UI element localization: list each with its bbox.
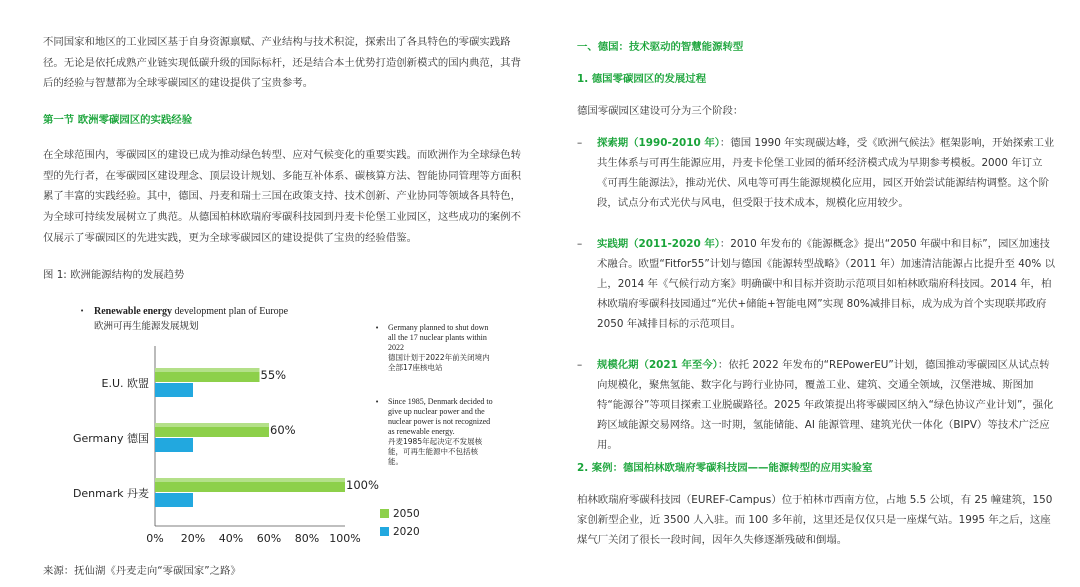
chart-title-bullet: • — [80, 307, 85, 315]
bar-highlight-0 — [155, 368, 260, 372]
case-paragraph: 柏林欧瑞府零碳科技园（EUREF-Campus）位于柏林市西南方位，占地 5.5 公顷，有 25 幢建筑，150 家创新型企业，近 3500 人入驻。而 100 多年前，这里还是仅仅只是一座煤气站。1995 年之后，这座煤气厂关闭了很长一段时间，因年久失修逐渐残破和倒塌。 — [577, 494, 1053, 546]
annotation-bullet-1: • — [375, 398, 380, 406]
stage-scale-label: 规模化期（2021 年至今） — [597, 359, 718, 371]
x-tick-1: 20% — [180, 532, 206, 545]
bars-group — [155, 368, 379, 507]
stage-scale-text: ：依托 2022 年发布的“REPowerEU”计划，德国推动零碳园区从试点转向规模化，聚焦氢能、数字化与跨行业协同，覆盖工业、建筑、交通全领域，汉堡港城、斯图加特“能源谷”等项目探索工业脱碳路径。2025 年政策提出将零碳园区纳入“绿色协议产业计划”，强化跨区域能源交易网络。这一时期，氢能储能、AI 能源管理、建筑光伏一体化（BIPV）等技术广泛应用。 — [597, 359, 1054, 451]
body-paragraph: 在全球范围内，零碳园区的建设已成为推动绿色转型、应对气候变化的重要实践。而欧洲作为全球绿色转型的先行者，在零碳园区建设理念、顶层设计规划、多能互补体系、碳核算方法、智能协同管理等方面积累了丰富的实践经验。其中，德国、丹麦和瑞士三国在政策支持、技术创新、产业协同等领域各具特色，为全球可持续发展树立了典范。从德国柏林欧瑞府零碳科技园到丹麦卡伦堡工业园区，这些成功的案例不仅展示了零碳园区的先进实践，更为全球零碳园区的建设提供了宝贵的经验借鉴。 — [43, 149, 521, 244]
data-label-2: 100% — [346, 478, 379, 492]
stages-intro: 德国零碳园区建设可分为三个阶段： — [577, 105, 744, 117]
bar-highlight-1 — [155, 423, 269, 427]
x-tick-0: 0% — [146, 532, 164, 545]
annotation-en-1-1: give up nuclear power and the — [388, 407, 485, 416]
annotation-cn-0-1: 全部17座核电站 — [388, 363, 443, 372]
chart-title-cn: 欧洲可再生能源发展规划 — [94, 321, 199, 332]
category-labels — [73, 376, 149, 500]
x-tick-4: 80% — [294, 532, 320, 545]
heading-development: 1. 德国零碳园区的发展过程 — [577, 73, 707, 85]
annotation-cn-1-0: 丹麦1985年起决定不发展核 — [388, 437, 483, 446]
bullet-dash: – — [577, 238, 583, 250]
legend-label-2020: 2020 — [393, 526, 420, 538]
figure-source: 来源：抚仙湖《丹麦走向“零碳国家”之路》 — [43, 565, 241, 577]
section-title: 第一节 欧洲零碳园区的实践经验 — [43, 114, 193, 126]
data-label-1: 60% — [270, 423, 296, 437]
annotation-en-1-2: nuclear power is not recognized — [388, 417, 491, 426]
legend-label-2050: 2050 — [393, 508, 420, 520]
category-label-0: E.U. 欧盟 — [101, 377, 149, 390]
category-label-1: Germany 德国 — [72, 432, 149, 445]
legend-swatch-2050 — [380, 509, 389, 518]
annotation-en-1-3: as renewable energy. — [388, 427, 455, 436]
stage-practice — [597, 234, 1057, 334]
x-tick-3: 60% — [256, 532, 282, 545]
annotations — [375, 323, 493, 466]
stage-exploration — [597, 133, 1057, 213]
bullet-dash: – — [577, 359, 583, 371]
energy-chart — [70, 296, 540, 556]
x-tick-5: 100% — [329, 532, 361, 545]
bar-highlight-2 — [155, 478, 345, 482]
annotation-en-0-0: Germany planned to shut down — [388, 323, 489, 332]
annotation-en-0-2: 2022 — [388, 343, 404, 352]
stage-scale — [597, 355, 1057, 455]
x-tick-2: 40% — [218, 532, 244, 545]
stage-practice-label: 实践期（2011-2020 年） — [597, 238, 720, 250]
bar-2020-2 — [155, 493, 193, 507]
annotation-cn-1-2: 能。 — [388, 457, 403, 466]
annotation-en-0-1: all the 17 nuclear plants within — [388, 333, 487, 342]
annotation-cn-1-1: 能，可再生能源中不包括核 — [388, 447, 478, 456]
bullet-dash: – — [577, 137, 583, 149]
annotation-bullet-0: • — [375, 324, 380, 332]
bar-2020-1 — [155, 438, 193, 452]
figure-caption: 图 1: 欧洲能源结构的发展趋势 — [43, 269, 185, 281]
heading-germany: 一、德国：技术驱动的智慧能源转型 — [577, 41, 744, 53]
chart-title-en: Renewable energy development plan of Europe — [94, 306, 289, 317]
heading-case: 2. 案例：德国柏林欧瑞府零碳科技园——能源转型的应用实验室 — [577, 462, 873, 474]
legend-swatch-2020 — [380, 527, 389, 536]
stage-exploration-text: ：德国 1990 年实现碳达峰，受《欧洲气候法》框架影响，开始探索工业共生体系与可再生能源应用，丹麦卡伦堡工业园的循环经济模式成为早期参考模板。2000 年订立《可再生能源法》，推动光伏、风电等可再生能源规模化应用，园区开始尝试能源结构调整。这个阶段，试点分布式光伏与风电，但受限于技术成本，规模化应用较少。 — [597, 137, 1055, 209]
category-label-2: Denmark 丹麦 — [72, 487, 149, 500]
data-label-0: 55% — [260, 368, 287, 382]
stage-practice-text: ：2010 年发布的《能源概念》提出“2050 年碳中和目标”，园区加速技术融合。欧盟“Fitfor55”计划与德国《能源转型战略》（2011 年）加速清洁能源占比提升至 40% 以上，2014 年《气候行动方案》明确碳中和目标并资助示范项目如柏林欧瑞府科技园。2014 年，柏林欧瑞府零碳科技园通过“光伏+储能+智能电网”实现 80%减排目标，成为成为首个实现联邦政府 2050 年减排目标的示范项目。 — [597, 238, 1055, 330]
annotation-cn-0-0: 德国计划于2022年前关闭境内 — [388, 353, 490, 362]
intro-paragraph: 不同国家和地区的工业园区基于自身资源禀赋、产业结构与技术积淀，探索出了各具特色的零碳实践路径。无论是依托成熟产业链实现低碳升级的国际标杆，还是结合本土优势打造创新模式的国内典范，其背后的经验与智慧都为全球零碳园区的建设提供了宝贵参考。 — [43, 36, 521, 89]
annotation-en-1-0: Since 1985, Denmark decided to — [388, 397, 493, 406]
bar-2020-0 — [155, 383, 193, 397]
x-tick-labels — [146, 532, 360, 545]
stage-exploration-label: 探索期（1990-2010 年） — [597, 137, 720, 149]
